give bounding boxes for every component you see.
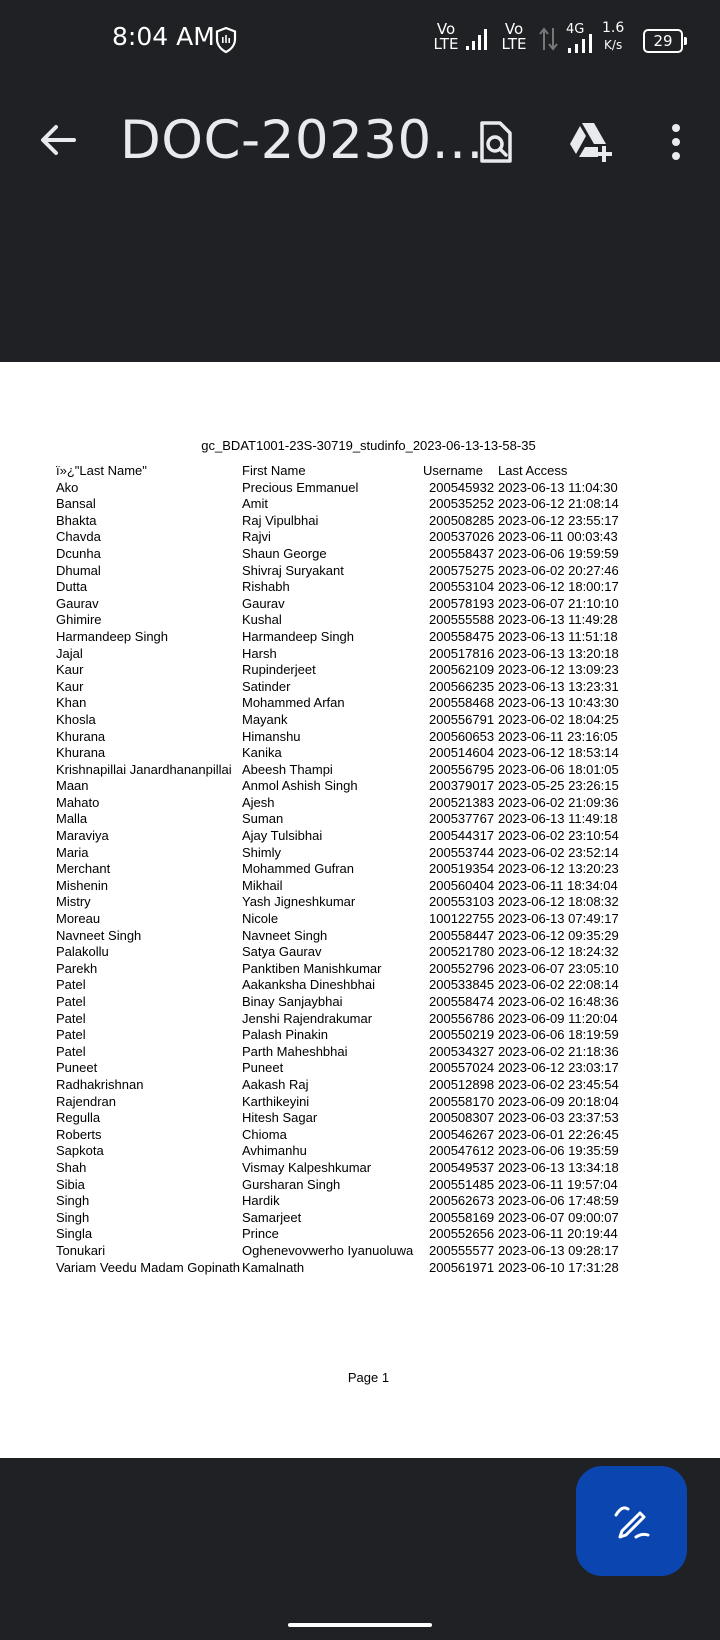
cell-username: 200512898 bbox=[429, 1076, 495, 1092]
table-row bbox=[56, 1143, 656, 1160]
table-row bbox=[56, 513, 656, 530]
cell-username: 200556791 bbox=[429, 711, 495, 727]
cell-last-name: Maraviya bbox=[56, 828, 109, 844]
cell-username: 200560404 bbox=[429, 877, 495, 893]
cell-username: 200508285 bbox=[429, 512, 495, 528]
cell-username: 200556795 bbox=[429, 761, 495, 777]
cell-username: 200558437 bbox=[429, 545, 495, 561]
cell-username: 200555577 bbox=[429, 1242, 495, 1258]
table-row bbox=[56, 579, 656, 596]
cell-last-access: 2023-06-02 22:08:14 bbox=[498, 977, 619, 993]
table-row bbox=[56, 1011, 656, 1028]
cell-last-name: Patel bbox=[56, 1043, 86, 1059]
cell-last-name: Chavda bbox=[56, 529, 101, 545]
cell-first-name: Shaun George bbox=[242, 545, 327, 561]
cell-last-access: 2023-06-13 11:04:30 bbox=[498, 479, 618, 495]
cell-first-name: Hardik bbox=[242, 1193, 280, 1209]
save-to-drive-icon[interactable] bbox=[566, 120, 614, 164]
cell-last-access: 2023-05-25 23:26:15 bbox=[498, 778, 619, 794]
battery-icon bbox=[643, 29, 683, 53]
back-arrow-icon[interactable] bbox=[36, 118, 80, 162]
cell-username: 200558447 bbox=[429, 927, 495, 943]
cell-username: 200558474 bbox=[429, 994, 495, 1009]
cell-username: 200553103 bbox=[429, 894, 495, 910]
table-row bbox=[56, 894, 656, 911]
table-row bbox=[56, 828, 656, 845]
cell-first-name: Vismay Kalpeshkumar bbox=[242, 1159, 372, 1175]
cell-last-name: Patel bbox=[56, 1027, 86, 1043]
cell-last-access: 2023-06-06 17:48:59 bbox=[498, 1193, 619, 1209]
cell-first-name: Harsh bbox=[242, 645, 277, 661]
cell-username: 200545932 bbox=[429, 479, 495, 495]
cell-username: 200508307 bbox=[429, 1110, 495, 1126]
cell-last-name: Singh bbox=[56, 1193, 90, 1209]
cell-first-name: Abeesh Thampi bbox=[242, 761, 333, 777]
network-speed: 1.6 K/s bbox=[602, 20, 625, 52]
cell-last-access: 2023-06-09 20:18:04 bbox=[498, 1093, 619, 1109]
cell-last-access: 2023-06-06 18:01:05 bbox=[498, 761, 619, 777]
cell-last-access: 2023-06-11 18:34:04 bbox=[498, 877, 618, 893]
cell-last-name: Mishenin bbox=[56, 877, 109, 893]
table-row bbox=[56, 1177, 656, 1194]
cell-username: 200521780 bbox=[429, 944, 495, 960]
cell-last-name: Parekh bbox=[56, 960, 98, 976]
cell-username: 200521383 bbox=[429, 794, 495, 810]
cell-last-name: Variam Veedu Madam Gopinath bbox=[56, 1259, 240, 1275]
table-row bbox=[56, 529, 656, 546]
cell-username: 200547612 bbox=[429, 1143, 495, 1159]
cell-last-name: Shah bbox=[56, 1159, 87, 1175]
table-row bbox=[56, 1193, 656, 1210]
cell-first-name: Anmol Ashish Singh bbox=[242, 778, 358, 794]
cell-first-name: Navneet Singh bbox=[242, 927, 328, 943]
cell-last-access: 2023-06-12 23:03:17 bbox=[498, 1060, 619, 1076]
cell-last-access: 2023-06-13 10:43:30 bbox=[498, 695, 619, 711]
table-row bbox=[56, 928, 656, 945]
table-header bbox=[56, 463, 656, 480]
cell-last-access: 2023-06-11 20:19:44 bbox=[498, 1226, 618, 1242]
cell-last-access: 2023-06-06 19:59:59 bbox=[498, 545, 619, 561]
cell-first-name: Puneet bbox=[242, 1060, 284, 1076]
cell-last-name: Patel bbox=[56, 1010, 86, 1026]
cell-last-access: 2023-06-02 23:45:54 bbox=[498, 1076, 619, 1092]
table-row bbox=[56, 662, 656, 679]
cell-last-access: 2023-06-13 13:23:31 bbox=[498, 678, 619, 694]
cell-last-access: 2023-06-02 18:04:25 bbox=[498, 711, 619, 727]
network-type: 4G bbox=[566, 22, 585, 37]
cell-last-name: Kaur bbox=[56, 678, 84, 694]
cell-last-access: 2023-06-13 13:20:18 bbox=[498, 645, 619, 661]
table-row bbox=[56, 612, 656, 629]
table-row bbox=[56, 1243, 656, 1260]
cell-first-name: Satinder bbox=[242, 678, 291, 694]
table-row bbox=[56, 1226, 656, 1243]
document-title: DOC-20230... bbox=[120, 110, 484, 171]
cell-last-name: Sapkota bbox=[56, 1143, 104, 1159]
cell-last-access: 2023-06-01 22:26:45 bbox=[498, 1126, 619, 1142]
cell-last-name: Puneet bbox=[56, 1060, 98, 1076]
cell-last-name: Khurana bbox=[56, 745, 106, 761]
cell-username: 200537026 bbox=[429, 529, 495, 545]
table-row bbox=[56, 729, 656, 746]
cell-last-access: 2023-06-12 18:53:14 bbox=[498, 745, 619, 761]
cell-last-access: 2023-06-09 11:20:04 bbox=[498, 1010, 618, 1026]
cell-last-access: 2023-06-02 21:09:36 bbox=[498, 794, 619, 810]
cell-username: 200544317 bbox=[429, 828, 495, 844]
table-row bbox=[56, 712, 656, 729]
table-row bbox=[56, 1210, 656, 1227]
cell-last-name: Malla bbox=[56, 811, 88, 827]
data-arrows-icon bbox=[538, 26, 560, 52]
cell-username: 200552656 bbox=[429, 1226, 495, 1242]
cell-first-name: Satya Gaurav bbox=[242, 944, 322, 960]
cell-username: 200566235 bbox=[429, 678, 495, 694]
cell-username: 200558169 bbox=[429, 1209, 495, 1225]
cell-last-access: 2023-06-13 11:51:18 bbox=[498, 628, 618, 644]
pdf-document-title: gc_BDAT1001-23S-30719_studinfo_2023-06-13-13-58-35 bbox=[201, 438, 536, 453]
volte-indicator-1: Vo LTE bbox=[433, 20, 459, 53]
cell-last-name: Patel bbox=[56, 994, 86, 1009]
cell-last-name: Dcunha bbox=[56, 545, 101, 561]
cell-first-name: Mohammed Arfan bbox=[242, 695, 345, 711]
table-row bbox=[56, 646, 656, 663]
cell-username: 200558475 bbox=[429, 628, 495, 644]
cell-last-name: Bhakta bbox=[56, 512, 97, 528]
table-row bbox=[56, 878, 656, 895]
table-row bbox=[56, 596, 656, 613]
table-body bbox=[56, 480, 656, 1277]
cell-username: 200557024 bbox=[429, 1060, 495, 1076]
cell-first-name: Raj Vipulbhai bbox=[242, 512, 319, 528]
cell-last-name: Kaur bbox=[56, 662, 84, 678]
cell-last-name: Maan bbox=[56, 778, 89, 794]
cell-first-name: Avhimanhu bbox=[242, 1143, 307, 1159]
home-indicator[interactable] bbox=[288, 1623, 432, 1627]
table-row bbox=[56, 944, 656, 961]
table-row bbox=[56, 845, 656, 862]
table-row bbox=[56, 1260, 656, 1277]
header-last-name: ï»¿"Last Name" bbox=[56, 463, 147, 478]
cell-last-access: 2023-06-07 21:10:10 bbox=[498, 595, 619, 611]
cell-username: 200549537 bbox=[429, 1159, 495, 1175]
cell-username: 200551485 bbox=[429, 1176, 495, 1192]
table-row bbox=[56, 778, 656, 795]
cell-username: 200550219 bbox=[429, 1027, 495, 1043]
cell-username: 100122755 bbox=[429, 911, 495, 927]
more-options-icon[interactable] bbox=[656, 120, 696, 164]
cell-first-name: Ajay Tulsibhai bbox=[242, 828, 323, 844]
table-row bbox=[56, 679, 656, 696]
table-row bbox=[56, 546, 656, 563]
header-username: Username bbox=[423, 463, 483, 478]
table-row bbox=[56, 911, 656, 928]
cell-last-name: Regulla bbox=[56, 1110, 101, 1126]
cell-last-access: 2023-06-12 18:08:32 bbox=[498, 894, 619, 910]
cell-last-access: 2023-06-12 09:35:29 bbox=[498, 927, 619, 943]
cell-first-name: Kanika bbox=[242, 745, 282, 761]
table-row bbox=[56, 961, 656, 978]
cell-last-name: Tonukari bbox=[56, 1242, 106, 1258]
cell-last-access: 2023-06-07 23:05:10 bbox=[498, 960, 619, 976]
cell-last-access: 2023-06-12 13:09:23 bbox=[498, 662, 619, 678]
cell-username: 200553744 bbox=[429, 844, 495, 860]
table-row bbox=[56, 811, 656, 828]
cell-last-access: 2023-06-12 18:24:32 bbox=[498, 944, 619, 960]
cell-first-name: Hitesh Sagar bbox=[242, 1110, 318, 1126]
signal-icon-2 bbox=[566, 34, 598, 54]
cell-first-name: Samarjeet bbox=[242, 1209, 302, 1225]
cell-username: 200555588 bbox=[429, 612, 495, 628]
cell-last-name: Rajendran bbox=[56, 1093, 116, 1109]
table-row bbox=[56, 745, 656, 762]
cell-username: 200558170 bbox=[429, 1093, 495, 1109]
edit-fab-button[interactable] bbox=[576, 1466, 687, 1576]
shield-icon bbox=[214, 26, 238, 54]
search-in-document-icon[interactable] bbox=[474, 120, 518, 164]
signal-icon bbox=[464, 26, 490, 52]
table-row bbox=[56, 496, 656, 513]
cell-first-name: Himanshu bbox=[242, 728, 301, 744]
table-row bbox=[56, 1060, 656, 1077]
cell-username: 200562109 bbox=[429, 662, 495, 678]
cell-first-name: Nicole bbox=[242, 911, 279, 927]
cell-last-access: 2023-06-12 18:00:17 bbox=[498, 579, 619, 595]
cell-username: 200553104 bbox=[429, 579, 495, 595]
cell-last-access: 2023-06-06 18:19:59 bbox=[498, 1027, 619, 1043]
cell-last-name: Navneet Singh bbox=[56, 927, 142, 943]
cell-username: 200561971 bbox=[429, 1259, 495, 1275]
cell-last-name: Krishnapillai Janardhananpillai bbox=[56, 761, 232, 777]
cell-first-name: Rupinderjeet bbox=[242, 662, 316, 678]
cell-last-name: Jajal bbox=[56, 645, 83, 661]
cell-last-name: Ako bbox=[56, 479, 79, 495]
cell-username: 200537767 bbox=[429, 811, 495, 827]
cell-first-name: Gursharan Singh bbox=[242, 1176, 341, 1192]
cell-first-name: Chioma bbox=[242, 1126, 287, 1142]
cell-last-access: 2023-06-10 17:31:28 bbox=[498, 1259, 619, 1275]
cell-last-access: 2023-06-12 21:08:14 bbox=[498, 496, 619, 512]
cell-username: 200552796 bbox=[429, 960, 495, 976]
cell-first-name: Gaurav bbox=[242, 595, 285, 611]
cell-last-access: 2023-06-11 19:57:04 bbox=[498, 1176, 618, 1192]
cell-username: 200546267 bbox=[429, 1126, 495, 1142]
status-time: 8:04 AM bbox=[112, 22, 215, 51]
cell-first-name: Mohammed Gufran bbox=[242, 861, 354, 877]
table-row bbox=[56, 1110, 656, 1127]
cell-first-name: Shivraj Suryakant bbox=[242, 562, 344, 578]
cell-first-name: Precious Emmanuel bbox=[242, 479, 359, 495]
cell-username: 200379017 bbox=[429, 778, 495, 794]
cell-last-name: Ghimire bbox=[56, 612, 102, 628]
cell-last-access: 2023-06-12 23:55:17 bbox=[498, 512, 619, 528]
table-row bbox=[56, 1027, 656, 1044]
header-first-name: First Name bbox=[242, 463, 306, 478]
cell-first-name: Aakash Raj bbox=[242, 1076, 309, 1092]
cell-last-access: 2023-06-11 23:16:05 bbox=[498, 728, 618, 744]
cell-last-name: Singla bbox=[56, 1226, 93, 1242]
cell-username: 200535252 bbox=[429, 496, 495, 512]
cell-first-name: Rishabh bbox=[242, 579, 290, 595]
cell-username: 200578193 bbox=[429, 595, 495, 611]
table-row bbox=[56, 629, 656, 646]
cell-username: 200519354 bbox=[429, 861, 495, 877]
cell-username: 200534327 bbox=[429, 1043, 495, 1059]
viewer-background bbox=[0, 210, 720, 362]
table-row bbox=[56, 861, 656, 878]
table-row bbox=[56, 480, 656, 497]
table-row bbox=[56, 762, 656, 779]
cell-first-name: Kamalnath bbox=[242, 1259, 305, 1275]
table-row bbox=[56, 1094, 656, 1111]
cell-last-access: 2023-06-13 11:49:18 bbox=[498, 811, 618, 827]
cell-last-name: Patel bbox=[56, 977, 86, 993]
cell-last-access: 2023-06-06 19:35:59 bbox=[498, 1143, 619, 1159]
cell-last-access: 2023-06-02 23:52:14 bbox=[498, 844, 619, 860]
table-row bbox=[56, 695, 656, 712]
cell-first-name: Harmandeep Singh bbox=[242, 628, 355, 644]
volte-indicator-2: Vo LTE bbox=[501, 20, 527, 53]
cell-last-access: 2023-06-02 23:10:54 bbox=[498, 828, 619, 844]
cell-first-name: Shimly bbox=[242, 844, 282, 860]
cell-last-name: Roberts bbox=[56, 1126, 102, 1142]
cell-last-access: 2023-06-13 13:34:18 bbox=[498, 1159, 619, 1175]
cell-first-name: Panktiben Manishkumar bbox=[242, 960, 382, 976]
cell-last-access: 2023-06-11 00:03:43 bbox=[498, 529, 618, 545]
table-row bbox=[56, 563, 656, 580]
cell-last-name: Mistry bbox=[56, 894, 91, 910]
cell-last-name: Gaurav bbox=[56, 595, 99, 611]
cell-last-name: Radhakrishnan bbox=[56, 1076, 144, 1092]
cell-username: 200533845 bbox=[429, 977, 495, 993]
cell-last-name: Singh bbox=[56, 1209, 90, 1225]
cell-last-name: Merchant bbox=[56, 861, 111, 877]
cell-first-name: Aakanksha Dineshbhai bbox=[242, 977, 375, 993]
cell-last-name: Dutta bbox=[56, 579, 88, 595]
cell-last-name: Harmandeep Singh bbox=[56, 628, 169, 644]
cell-first-name: Parth Maheshbhai bbox=[242, 1043, 348, 1059]
cell-first-name: Jenshi Rajendrakumar bbox=[242, 1010, 373, 1026]
cell-username: 200558468 bbox=[429, 695, 495, 711]
table-row bbox=[56, 977, 656, 994]
pdf-page bbox=[0, 362, 720, 1458]
page-number: Page 1 bbox=[347, 1370, 390, 1385]
cell-first-name: Binay Sanjaybhai bbox=[242, 994, 343, 1009]
cell-last-name: Khurana bbox=[56, 728, 106, 744]
cell-last-access: 2023-06-13 11:49:28 bbox=[498, 612, 618, 628]
cell-username: 200517816 bbox=[429, 645, 495, 661]
cell-username: 200556786 bbox=[429, 1010, 495, 1026]
cell-username: 200575275 bbox=[429, 562, 495, 578]
cell-first-name: Ajesh bbox=[242, 794, 275, 810]
cell-last-name: Moreau bbox=[56, 911, 101, 927]
cell-first-name: Rajvi bbox=[242, 529, 271, 545]
cell-last-access: 2023-06-02 20:27:46 bbox=[498, 562, 619, 578]
cell-last-access: 2023-06-12 13:20:23 bbox=[498, 861, 619, 877]
cell-first-name: Prince bbox=[242, 1226, 279, 1242]
table-row bbox=[56, 1077, 656, 1094]
cell-first-name: Mikhail bbox=[242, 877, 283, 893]
battery-level: 29 bbox=[653, 32, 673, 50]
cell-first-name: Kushal bbox=[242, 612, 282, 628]
student-table bbox=[56, 463, 656, 1276]
table-row bbox=[56, 1127, 656, 1144]
cell-username: 200560653 bbox=[429, 728, 495, 744]
table-row bbox=[56, 795, 656, 812]
cell-last-name: Palakollu bbox=[56, 944, 109, 960]
cell-last-name: Bansal bbox=[56, 496, 96, 512]
cell-first-name: Oghenevovwerho Iyanuoluwa bbox=[242, 1242, 414, 1258]
cell-last-access: 2023-06-03 23:37:53 bbox=[498, 1110, 619, 1126]
cell-first-name: Karthikeyini bbox=[242, 1093, 310, 1109]
edit-pen-icon bbox=[612, 1501, 652, 1541]
cell-last-access: 2023-06-02 21:18:36 bbox=[498, 1043, 619, 1059]
table-row bbox=[56, 1044, 656, 1061]
cell-username: 200562673 bbox=[429, 1193, 495, 1209]
cell-last-name: Khosla bbox=[56, 711, 96, 727]
cell-last-access: 2023-06-02 16:48:36 bbox=[498, 994, 619, 1009]
cell-first-name: Mayank bbox=[242, 711, 288, 727]
cell-last-access: 2023-06-07 09:00:07 bbox=[498, 1209, 619, 1225]
header-last-access: Last Access bbox=[498, 463, 568, 478]
cell-last-name: Dhumal bbox=[56, 562, 101, 578]
cell-last-access: 2023-06-13 07:49:17 bbox=[498, 911, 619, 927]
cell-last-name: Sibia bbox=[56, 1176, 85, 1192]
cell-last-name: Maria bbox=[56, 844, 89, 860]
cell-first-name: Yash Jigneshkumar bbox=[242, 894, 356, 910]
cell-first-name: Amit bbox=[242, 496, 268, 512]
cell-first-name: Palash Pinakin bbox=[242, 1027, 328, 1043]
cell-first-name: Suman bbox=[242, 811, 284, 827]
cell-username: 200514604 bbox=[429, 745, 495, 761]
cell-last-access: 2023-06-13 09:28:17 bbox=[498, 1242, 619, 1258]
cell-last-name: Khan bbox=[56, 695, 87, 711]
status-bar bbox=[0, 0, 720, 80]
table-row bbox=[56, 1160, 656, 1177]
cell-last-name: Mahato bbox=[56, 794, 100, 810]
table-row bbox=[56, 994, 656, 1011]
